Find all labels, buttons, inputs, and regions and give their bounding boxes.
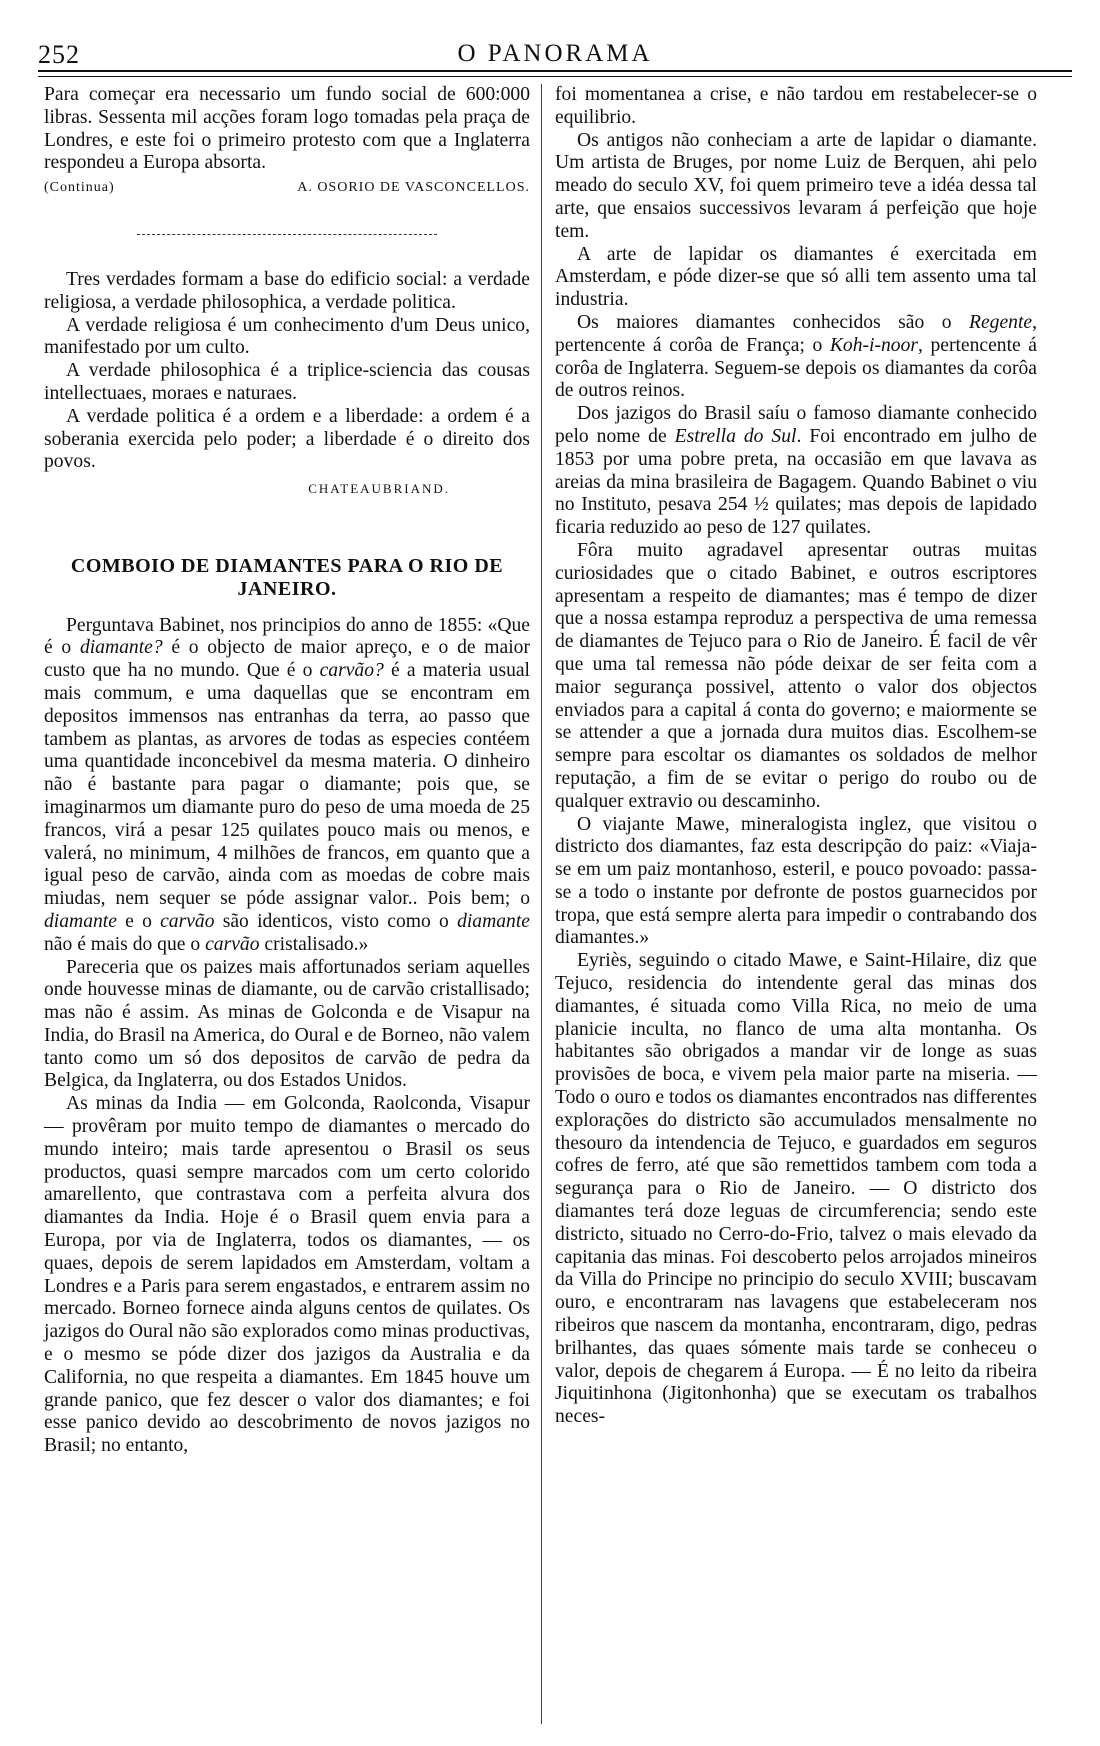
article-paragraph: As minas da India — em Golconda, Raolconda, Visapur — provêram por muito tempo de diamantes o mercado do mundo inteiro; mais tarde apresentou o Brasil os seus productos, quasi sempre marcados com um certo colorido amarellento, que contrastava com a perfeita alvura dos diamantes da India. Hoje é o Brasil quem envia para a Europa, por via de Inglaterra, todos os diamantes, — os quaes, depois de serem lapidados em Amsterdam, voltam a Londres e a Paris para serem engastados, e entrarem assim no mercado. Borneo fornece ainda alguns centos de quilates. Os jazigos do Oural não são explorados como minas productivas, e o mesmo se póde dizer dos jazigos da Australia e da California, no que respeita a diamantes. Em 1845 houve um grande panico, que fez descer o valor dos diamantes; e foi esse panico devido ao descobrimento de novos jazigos no Brasil; no entanto, xyxy=(44,1093,530,1457)
article-paragraph: foi momentanea a crise, e não tardou em restabelecer-se o equilibrio. xyxy=(555,84,1037,128)
article-end-paragraph: Para começar era necessario um fundo social de 600:000 libras. Sessenta mil acções foram logo tomadas pela praça de Londres, e este foi o primeiro protesto com que a Inglaterra respondeu a Europa absorta. xyxy=(44,84,530,174)
article-heading: COMBOIO DE DIAMANTES PARA O RIO DE JANEIRO. xyxy=(70,554,504,600)
author-signature: A. OSORIO DE VASCONCELLOS. xyxy=(297,180,530,196)
article-paragraph: Pareceria que os paizes mais affortunados seriam aquelles onde houvesse minas de diamante, ou de carvão cristallisado; mas não é assim. As minas de Golconda e de Visapur na India, do Brasil na America, do Oural e de Borneo, não valem tanto como um só dos depositos de carvão de pedra da Belgica, da Inglaterra, ou dos Estados Unidos. xyxy=(44,956,530,1092)
page-number: 252 xyxy=(38,40,80,69)
continued-note: (Continua) xyxy=(44,180,115,196)
article-paragraph: O viajante Mawe, mineralogista inglez, que visitou o districto dos diamantes, faz esta descripção do paiz: «Viaja-se em um paiz montanhoso, esteril, e pouco povoado: passa-se a todo o instante por defronte de postos guarnecidos por tropa, que está sempre alerta para impedir o contrabando dos diamantes.» xyxy=(555,813,1037,949)
quote-paragraph: A verdade religiosa é um conhecimento d'um Deus unico, manifestado por um culto. xyxy=(44,314,530,359)
article-paragraph: Dos jazigos do Brasil saíu o famoso diamante conhecido pelo nome de Estrella do Sul. Foi encontrado em julho de 1853 por uma pobre preta, na occasião em que lavava as areias da mina brasileira de Bagagem. Quando Babinet o viu no Instituto, pesava 254 ½ quilates; mas depois de lapidado ficaria reduzido ao peso de 127 quilates. xyxy=(555,403,1037,539)
article-paragraph: Os maiores diamantes conhecidos são o Regente, pertencente á corôa de França; o Koh-i-noor, pertencente á corôa de Inglaterra. Seguem-se depois os diamantes da corôa de outros reinos. xyxy=(555,311,1037,402)
quote-paragraph: Tres verdades formam a base do edificio social: a verdade religiosa, a verdade philosophica, a verdade politica. xyxy=(44,268,530,313)
article-paragraph: Os antigos não conheciam a arte de lapidar o diamante. Um artista de Bruges, por nome Luiz de Berquen, ahi pelo meado do seculo XV, foi quem primeiro teve a idéa dessa tal arte, que ensaios successivos levaram á perfeição que hoje tem. xyxy=(555,129,1037,242)
article-paragraph: Eyriès, seguindo o citado Mawe, e Saint-Hilaire, diz que Tejuco, residencia do intendente geral das minas dos diamantes, é situada como Villa Rica, no meio de uma planicie inculta, no flanco de uma alta montanha. Os habitantes são obrigados a mandar vir de longe as suas provisões de boca, e vivem pela maior parte na miseria. — Todo o ouro e todos os diamantes encontrados nas differentes explorações do districto são accumulados mensalmente no thesouro da intendencia de Tejuco, e guardados em seguros cofres de ferro, até que são remettidos tambem com toda a segurança para o Rio de Janeiro. — O districto dos diamantes terá doze leguas de circumferencia; sendo este districto, situado no Cerro-do-Frio, talvez o mais elevado da capitania das minas. Foi descoberto pelos arrojados mineiros da Villa do Principe no principio do seculo XVIII; buscavam ouro, e encontraram nas lavagens que estabeleceram nos ribeiros que nascem da montanha, encontraram, digo, pedras brilhantes, das quaes sómente mais tarde se conheceu o valor, depois de chegarem á Europa. — É no leito da ribeira Jiquitinhona (Jigitonhonha) que se executam os trabalhos neces- xyxy=(555,950,1038,1428)
right-column xyxy=(555,84,1037,1429)
signature-row xyxy=(44,177,530,200)
column-divider xyxy=(541,84,542,1724)
article-paragraph: A arte de lapidar os diamantes é exercitada em Amsterdam, e póde dizer-se que só alli tem assento uma tal industria. xyxy=(555,243,1037,311)
article-paragraph: Fôra muito agradavel apresentar outras muitas curiosidades que o citado Babinet, e outros escriptores apresentam a respeito de diamantes; mas é tempo de dizer que a nossa estampa reproduz a perspectiva de uma remessa de diamantes de Tejuco para o Rio de Janeiro. É facil de vêr que uma tal remessa não póde deixar de ser feita com a maior segurança possivel, attento o valor dos objectos enviados para a capital á conta do governo; e maiormente se se attender a que a jornada dura muitos dias. Escolhem-se sempre para escoltar os diamantes os soldados de melhor reputação, a fim de se evitar o perigo do roubo ou de qualquer extravio ou descaminho. xyxy=(555,539,1037,812)
quote-paragraph: A verdade philosophica é a triplice-sciencia das cousas intellectuaes, moraes e naturaes. xyxy=(44,360,530,404)
article-paragraph: Perguntava Babinet, nos principios do anno de 1855: «Que é o diamante? é o objecto de maior apreço, e o de maior custo que ha no mundo. Que é o carvão? é a materia usual mais commum, e uma daquellas que se encontram em depositos immensos nas entranhas da terra, ao passo que tambem as plantas, as arvores de todas as especies contéem uma quantidade inconcebivel da mesma materia. O dinheiro não é bastante para pagar o diamante; pois que, se imaginarmos um diamante puro do peso de uma moeda de 25 francos, virá a pesar 125 quilates pouco mais ou menos, e valerá, no minimum, 4 milhões de francos, em quanto que a igual peso de carvão, ainda com as moedas de cobre mais miudas, nem sequer se póde assignar valor.. Pois bem; o diamante e o carvão são identicos, visto como o diamante não é mais do que o carvão cristalisado.» xyxy=(44,614,531,955)
separator-line xyxy=(137,234,437,235)
left-column xyxy=(44,84,530,1458)
quote-paragraph: A verdade politica é a ordem e a liberdade: a ordem é a soberania exercida pelo poder; a liberdade é o direito dos povos. xyxy=(44,405,530,473)
quote-author: CHATEAUBRIAND. xyxy=(308,481,450,497)
running-title: O PANORAMA xyxy=(457,40,653,67)
header-rule xyxy=(38,70,1072,77)
